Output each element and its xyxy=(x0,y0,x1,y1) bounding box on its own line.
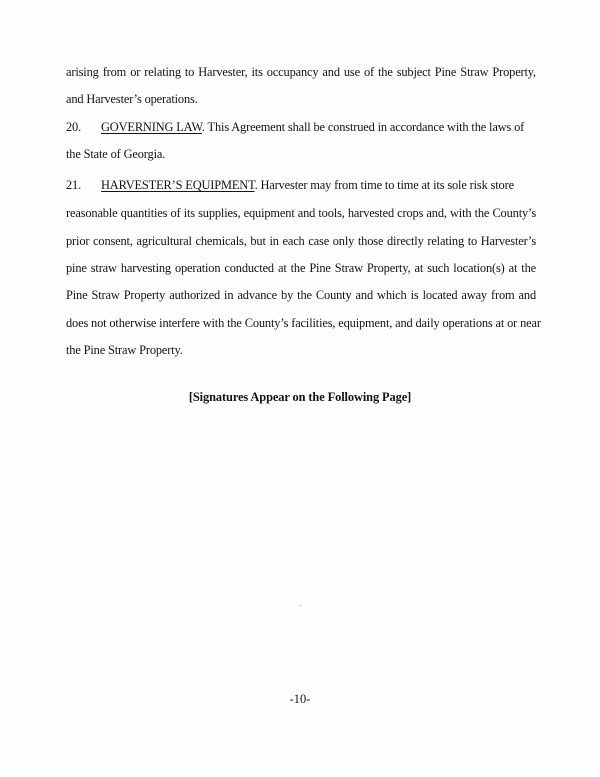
section-number: 21. xyxy=(66,178,82,192)
paragraph-line: prior consent, agricultural chemicals, but in each case only those directly relating to Harvester’s xyxy=(66,234,536,248)
section-20-heading-line xyxy=(66,120,536,135)
section-text: . This Agreement shall be construed in accordance with the laws of xyxy=(201,120,525,134)
section-number: 20. xyxy=(66,120,82,134)
paragraph-line: pine straw harvesting operation conducted at the Pine Straw Property, at such location(s) at the xyxy=(66,261,536,275)
section-text: . Harvester may from time to time at its sole risk store xyxy=(254,178,514,192)
paragraph-line: does not otherwise interfere with the County’s facilities, equipment, and daily operations at or near xyxy=(66,316,541,330)
paragraph-line: reasonable quantities of its supplies, equipment and tools, harvested crops and, with the County’s xyxy=(66,206,536,220)
paragraph-line: the State of Georgia. xyxy=(66,147,166,161)
section-caption: GOVERNING LAW xyxy=(101,120,202,134)
scan-speck xyxy=(299,604,302,607)
paragraph-line: and Harvester’s operations. xyxy=(66,92,198,106)
paragraph-line: Pine Straw Property authorized in advance by the County and which is located away from and xyxy=(66,288,536,302)
paragraph-line: the Pine Straw Property. xyxy=(66,343,183,357)
section-caption: HARVESTER’S EQUIPMENT xyxy=(101,178,255,192)
signature-note: [Signatures Appear on the Following Page] xyxy=(188,390,412,404)
paragraph-line: arising from or relating to Harvester, its occupancy and use of the subject Pine Straw Property, xyxy=(66,65,536,79)
page-number: -10- xyxy=(289,692,311,706)
section-21-heading-line xyxy=(66,178,536,193)
